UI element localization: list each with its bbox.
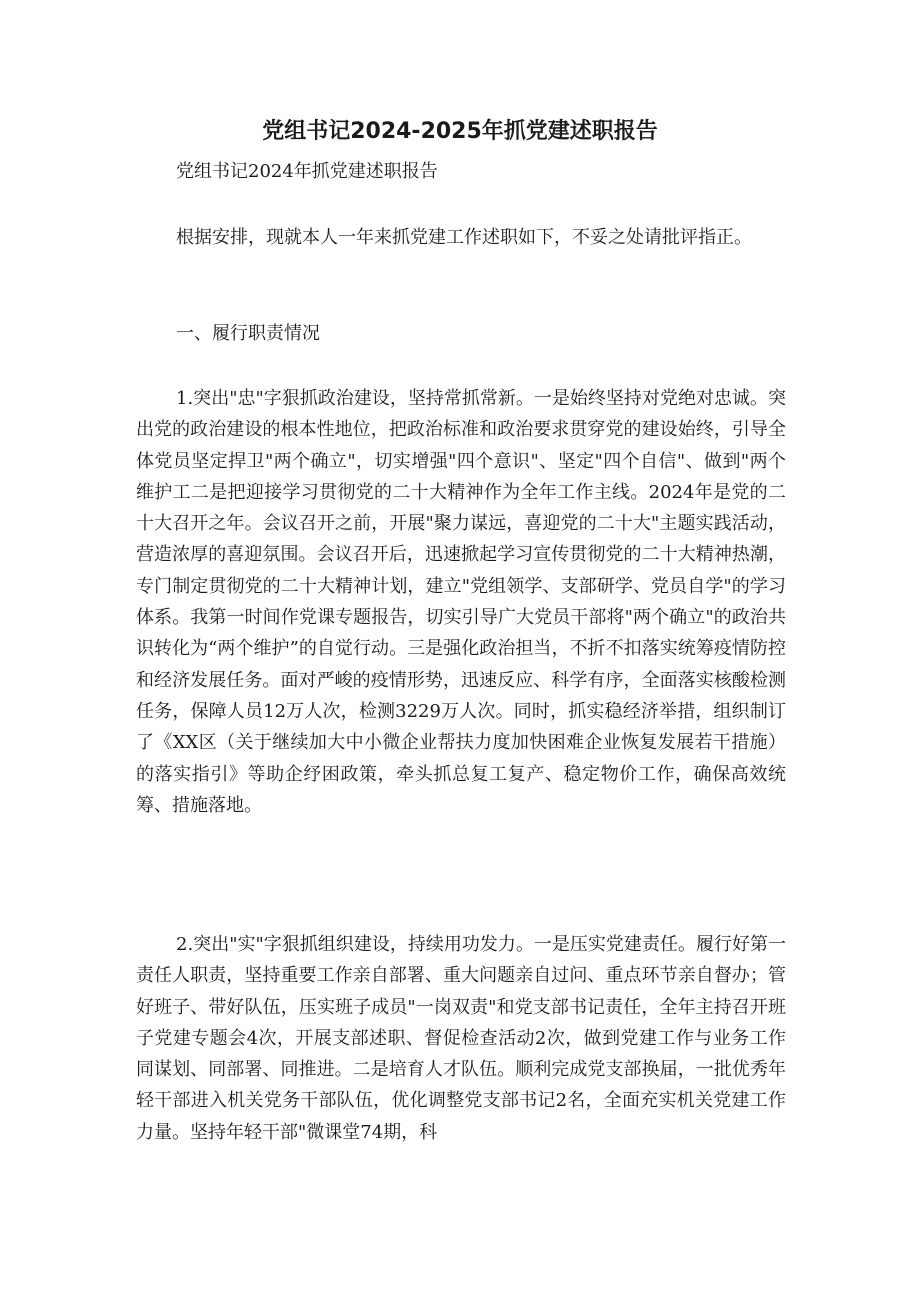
document-title: 党组书记2024-2025年抓党建述职报告	[262, 119, 658, 144]
section-heading: 一、履行职责情况	[176, 323, 320, 344]
body-paragraph-1: 1.突出"忠"字狠抓政治建设，坚持常抓常新。一是始终坚持对党绝对忠诚。突出党的政治建设的根本性地位，把政治标准和政治要求贯穿党的建设始终，引导全体党员坚定捍卫"两个确立"，切实增强"四个意识"、坚定"四个自信"、做到"两个维护工二是把迎接学习贯彻党的二十大精神作为全年工作主线。2024年是党的二十大召开之年。会议召开之前，开展"聚力谋远，喜迎党的二十大"主题实践活动，营造浓厚的喜迎氛围。会议召开后，迅速掀起学习宣传贯彻党的二十大精神热潮，专门制定贯彻党的二十大精神计划，建立"党组领学、支部研学、党员自学"的学习体系。我第一时间作党课专题报告，切实引导广大党员干部将"两个确立"的政治共识转化为“两个维护”的自觉行动。三是强化政治担当，不折不扣落实统筹疫情防控和经济发展任务。面对严峻的疫情形势，迅速反应、科学有序，全面落实核酸检测任务，保障人员12万人次，检测3229万人次。同时，抓实稳经济举措，组织制订了《XX区（关于继续加大中小微企业帮扶力度加快困难企业恢复发展若干措施）的落实指引》等助企纾困政策，牵头抓总复工复产、稳定物价工作，确保高效统筹、措施落地。	[136, 388, 786, 816]
document-subtitle: 党组书记2024年抓党建述职报告	[176, 161, 438, 182]
body-paragraph-2: 2.突出"实"字狠抓组织建设，持续用功发力。一是压实党建责任。履行好第一责任人职责，坚持重要工作亲自部署、重大问题亲自过问、重点环节亲自督办；管好班子、带好队伍，压实班子成员"一岗双责"和党支部书记责任，全年主持召开班子党建专题会4次，开展支部述职、督促检查活动2次，做到党建工作与业务工作同谋划、同部署、同推进。二是培育人才队伍。顺利完成党支部换届，一批优秀年轻干部进入机关党务干部队伍，优化调整党支部书记2名，全面充实机关党建工作力量。坚持年轻干部"微课堂74期，科	[136, 934, 786, 1143]
intro-paragraph: 根据安排，现就本人一年来抓党建工作述职如下，不妥之处请批评指正。	[176, 227, 752, 248]
